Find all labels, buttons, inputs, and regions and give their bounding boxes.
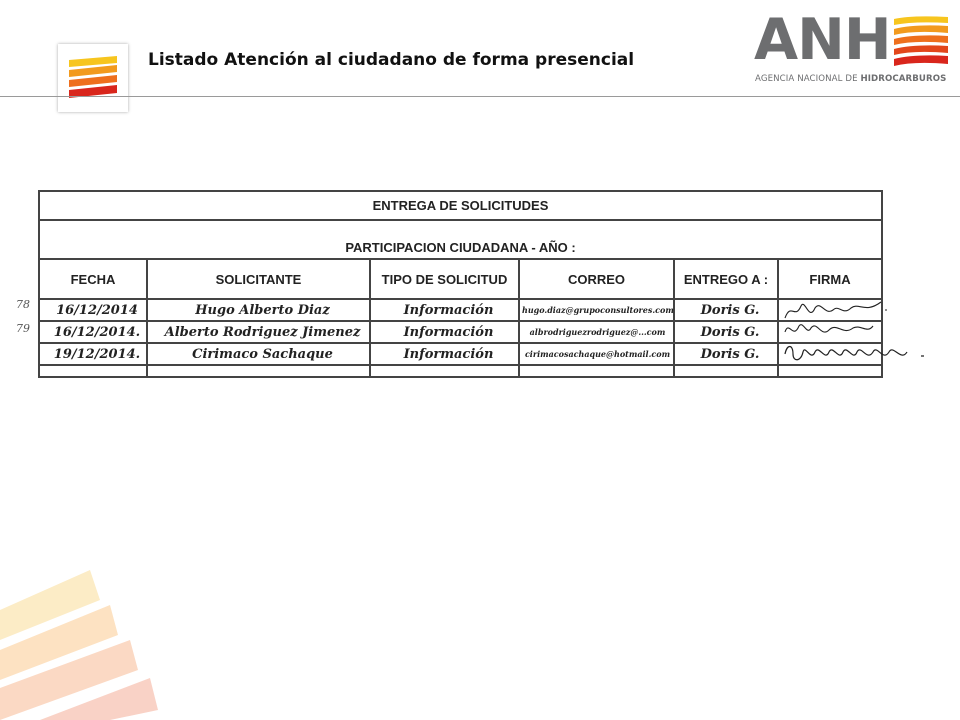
form-subtitle: PARTICIPACION CIUDADANA - AÑO : <box>39 220 882 259</box>
cell-correo: cirimacosachaque@hotmail.com <box>519 343 674 365</box>
cell-entrego: Doris G. <box>674 321 778 343</box>
brand-flame-icon <box>892 15 950 69</box>
brand-letters: ANH <box>754 7 891 73</box>
cell-solicitante: Cirimaco Sachaque <box>147 343 370 365</box>
anh-brand-logo <box>750 7 955 94</box>
table-row <box>39 299 882 321</box>
cell-tipo: Información <box>370 321 519 343</box>
agency-logo-small <box>58 44 128 112</box>
cell-fecha: 19/12/2014. <box>39 343 147 365</box>
cell-fecha: 16/12/2014 <box>39 299 147 321</box>
column-header-solicitante: SOLICITANTE <box>147 259 370 299</box>
cell-firma <box>778 343 882 365</box>
margin-number: 79 <box>16 322 30 335</box>
cell-fecha: 16/12/2014. <box>39 321 147 343</box>
flame-stripes-icon <box>67 54 119 102</box>
column-header-fecha: FECHA <box>39 259 147 299</box>
header-divider <box>0 96 960 97</box>
column-header-firma: FIRMA <box>778 259 882 299</box>
page-title: Listado Atención al ciudadano de forma presencial <box>148 50 635 70</box>
signature-image <box>781 340 931 368</box>
cell-correo: albrodriguezrodriguez@...com <box>519 321 674 343</box>
column-header-correo: CORREO <box>519 259 674 299</box>
cell-tipo: Información <box>370 343 519 365</box>
table-row-partial <box>39 365 882 377</box>
cell-solicitante: Alberto Rodriguez Jimenez <box>147 321 370 343</box>
decorative-stripes <box>0 560 170 720</box>
cell-entrego: Doris G. <box>674 299 778 321</box>
column-header-tipo: TIPO DE SOLICITUD <box>370 259 519 299</box>
brand-sub-plain: AGENCIA NACIONAL DE <box>755 74 861 84</box>
table-row <box>39 321 882 343</box>
cell-correo: hugo.diaz@grupoconsultores.com <box>519 299 674 321</box>
table-row <box>39 343 882 365</box>
cell-entrego: Doris G. <box>674 343 778 365</box>
form-title: ENTREGA DE SOLICITUDES <box>39 191 882 220</box>
solicitudes-table <box>38 190 883 378</box>
scanned-form <box>38 190 881 370</box>
cell-tipo: Información <box>370 299 519 321</box>
column-header-entrego: ENTREGO A : <box>674 259 778 299</box>
margin-number: 78 <box>16 298 30 311</box>
brand-subtitle <box>755 74 946 84</box>
cell-solicitante: Hugo Alberto Diaz <box>147 299 370 321</box>
brand-sub-bold: HIDROCARBUROS <box>860 74 947 84</box>
